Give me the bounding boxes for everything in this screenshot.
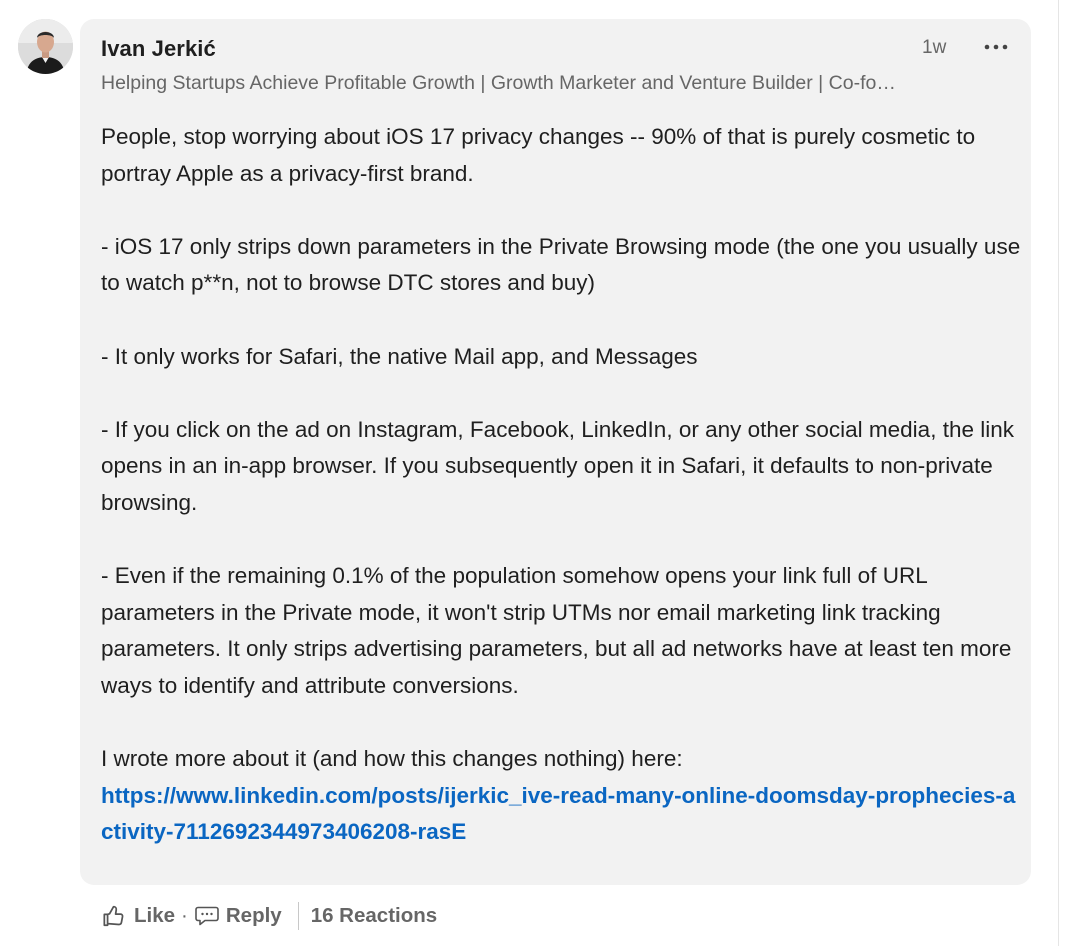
post-link[interactable]: https://www.linkedin.com/posts/ijerkic_ive-read-many-online-doomsday-prophecies-activity-7112692344973406208-rasE: [101, 782, 1016, 845]
comment-paragraph: - Even if the remaining 0.1% of the population somehow opens your link full of URL parameters in the Private mode, it won't strip UTMs nor email marketing link tracking parameters. It only strips advertising parameters, but all ad networks have at least ten more ways to identify and attribute conversions.: [101, 563, 1018, 698]
author-name[interactable]: Ivan Jerkić: [101, 36, 216, 61]
comment-paragraph: - If you click on the ad on Instagram, Facebook, LinkedIn, or any other social media, the link opens in an in-app browser. If you subsequently open it in Safari, it defaults to non-private browsing.: [101, 416, 1021, 515]
reply-button[interactable]: [194, 904, 282, 928]
more-options-button[interactable]: [980, 33, 1012, 61]
avatar[interactable]: [18, 19, 73, 74]
author-headline: Helping Startups Achieve Profitable Growth | Growth Marketer and Venture Builder | Co-fo…: [101, 72, 896, 94]
comment-actions-bar: [100, 896, 437, 936]
page-edge-divider: [1058, 0, 1059, 946]
comment-closing-paragraph: [101, 741, 1021, 851]
comment-paragraph: People, stop worrying about iOS 17 privacy changes -- 90% of that is purely cosmetic to portray Apple as a privacy-first brand.: [101, 124, 982, 186]
comment-paragraph: - iOS 17 only strips down parameters in the Private Browsing mode (the one you usually use to watch p**n, not to browse DTC stores and buy): [101, 233, 1027, 296]
like-button[interactable]: [100, 903, 175, 929]
action-divider: [298, 902, 299, 930]
profile-photo-icon: [18, 19, 73, 74]
comment-paragraph: - It only works for Safari, the native Mail app, and Messages: [101, 343, 698, 369]
closing-text: I wrote more about it (and how this changes nothing) here:: [101, 746, 683, 772]
thumbs-up-icon: [100, 903, 126, 929]
reactions-count[interactable]: 16 Reactions: [310, 904, 438, 927]
like-label: Like: [134, 904, 176, 927]
more-horizontal-icon: [984, 44, 1008, 50]
comment-timestamp: 1w: [922, 37, 947, 58]
action-separator: ·: [181, 904, 188, 927]
speech-bubble-icon: [194, 904, 220, 928]
comment-bubble: [80, 19, 1031, 885]
comment-text: [101, 119, 1027, 851]
reply-label: Reply: [225, 904, 282, 927]
